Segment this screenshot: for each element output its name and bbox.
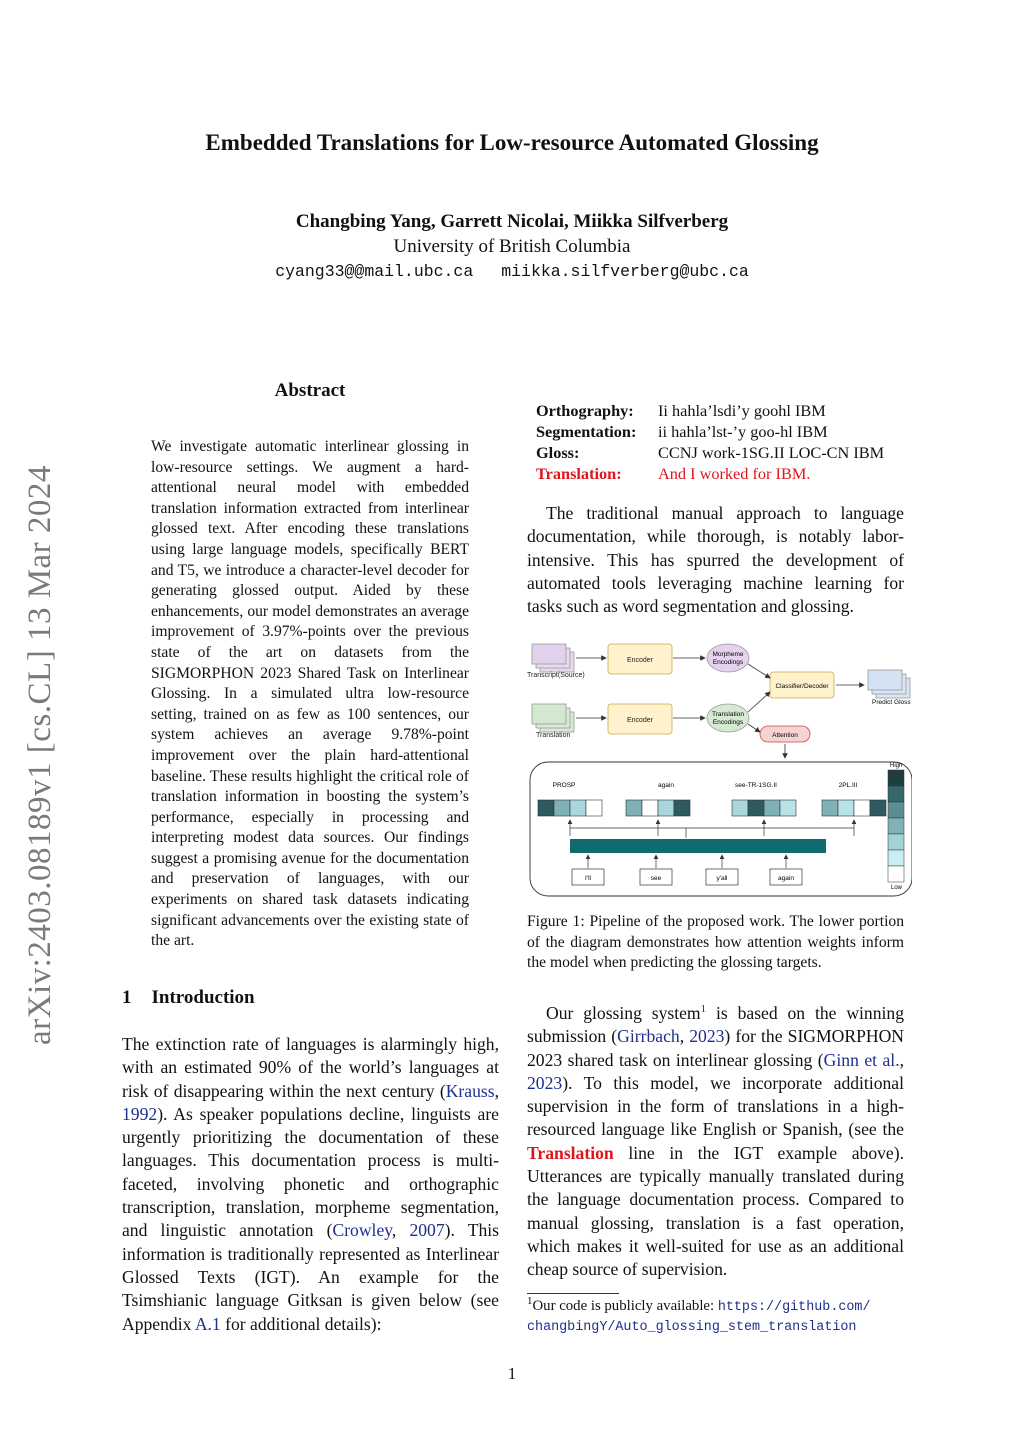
morpheme-encodings-node [707,644,749,672]
igt-label: Orthography: [536,401,634,420]
affiliation: University of British Columbia [393,236,631,257]
right-paragraph-1: The traditional manual approach to language documentation, while thorough, is notably labor-intensive. This has spurred the development of automated tools leveraging machine learning for tasks such as word segmentation and glossing. [527,503,904,617]
footnote-text: Our code is publicly available: [532,1298,718,1314]
code-link[interactable]: changbingY/Auto_glossing_stem_translation [527,1320,857,1335]
igt-row [536,442,884,463]
abstract-text: We investigate automatic interlinear glossing in low-resource settings. We augment a hard-attentional neural model with embedded translation information extracted from interlinear glossed text. After encoding these translations using large language models, specifically BERT and T5, we introduce a character-level decoder for generating glossed output. Aided by these enhancements, our model demonstrates an average improvement of 3.97%-points over the previous state of the art on datasets from the SIGMORPHON 2023 Shared Task on Interlinear Glossing. In a simulated ultra low-resource setting, trained on as few as 100 sentences, our system achieves an average 9.78%-point improvement over the plain hard-attentional baseline. These results highlight the critical role of translation information in boosting the system’s performance, especially in processing and interpreting modest data sources. Our findings suggest a promising avenue for the documentation and preservation of languages, with our experiments on shared task datasets indicating significant advancements over the existing state of the art. [151,438,469,950]
attention-cells-2 [626,800,690,816]
author-list: Changbing Yang, Garrett Nicolai, Miikka Silfverberg [295,211,729,232]
igt-label: Segmentation: [536,422,637,441]
color-scale [888,770,904,882]
classifier-label: Classifier/Decoder [775,683,829,690]
encoder-label: Encoder [626,657,654,664]
section-heading [122,987,255,1009]
code-link[interactable]: https://github.com/ [717,1300,871,1315]
citation-year-link[interactable]: 2023 [527,1072,563,1093]
pipeline-figure [526,640,912,900]
attention-cells-1 [538,800,602,816]
igt-label: Gloss: [536,443,580,462]
paragraph-text: Our glossing system [546,1003,701,1023]
figure-caption: Figure 1: Pipeline of the proposed work. The lower portion of the diagram demonstrates how attention weights inform the model when predicting the glossing targets. [527,913,904,972]
morpheme-label: Encodings [712,659,744,666]
paper-title: Embedded Translations for Low-resource Automated Glossing [205,130,819,155]
footnote [527,1297,912,1337]
igt-row [536,400,884,421]
attention-cells-3 [732,800,796,816]
section-title: Introduction [151,987,255,1008]
target-label: PROSP [552,782,576,789]
footnote-marker[interactable]: 1 [700,1003,707,1016]
target-label: see-TR-1SG.II [735,782,777,789]
citation-year-link[interactable]: 1992 [122,1103,158,1124]
paragraph-text: is based on the winning submission ( [527,1003,904,1047]
intro-paragraph: The extinction rate of languages is alarmingly high, with an estimated 90% of the world’s languages at risk of disappearing within the next century (Krauss, 1992). As speaker populations decline, linguists are urgently prioritizing the documentation of these languages. This documentation process is multi-faceted, involving phonetic and orthographic transcription, translation, morpheme segmentation, and linguistic annotation (Crowley, 2007). This information is traditionally represented as Interlinear Glossed Texts (IGT). An example for the Tsimshianic language Gitksan is given below (see Appendix A.1 for additional details): [122,1034,500,1334]
citation-year-link[interactable]: 2023 [689,1026,725,1047]
translation-label: Translation [536,732,571,739]
footnote-number: 1 [527,1295,533,1308]
igt-row [536,421,884,442]
translation-encodings-label: Encodings [712,719,744,726]
citation-year-link[interactable]: 2007 [409,1220,445,1241]
pipeline-diagram [526,640,912,900]
target-label: again [658,782,674,789]
translation-highlight: Translation [527,1142,614,1163]
igt-value: CCNJ work-1SG.II LOC-CN IBM [658,443,885,462]
citation-link[interactable]: Girrbach [617,1026,680,1047]
translation-stack-icon [532,704,574,732]
attention-label: Attention [772,732,798,739]
section-number: 1 [122,987,132,1008]
igt-example [536,400,884,484]
input-word: see [650,875,662,882]
email-2[interactable]: miikka.silfverberg@ubc.ca [501,262,749,281]
email-list [0,262,1024,281]
paragraph-text: ) for the SIGMORPHON 2023 shared task on interlinear glossing ( [527,1026,904,1070]
morpheme-label: Morpheme [712,651,744,658]
transcript-label: Transcript(Source) [527,672,585,679]
arxiv-id[interactable]: arXiv:2403.08189v1 [cs.CL] 13 Mar 2024 [22,465,58,1045]
citation-link[interactable]: Ginn et al. [823,1049,900,1070]
intro-text: ). This information is traditionally represented as Interlinear Glossed Texts (IGT). An example for the Tsimshianic language Gitksan is given below (see Appendix [122,1220,500,1334]
input-word: I'll [585,875,591,882]
target-label: 2PL.III [838,782,858,789]
input-word: y'all [716,875,728,882]
igt-value: Ii hahla’lsdi’y goohl IBM [658,401,826,420]
paragraph-text: line in the IGT example above). Utterances are typically manually translated during the language documentation process. Compared to manual glossing, translation is a fast operation, which makes it well-suited for use as an additional cheap source of supervision. [527,1142,904,1280]
email-1[interactable]: cyang33@@mail.ubc.ca [275,262,474,281]
citation-link[interactable]: Krauss [445,1080,495,1101]
input-word: again [778,875,794,882]
scale-high-label: High [890,763,903,769]
abstract-heading: Abstract [274,380,346,401]
appendix-link[interactable]: A.1 [194,1313,221,1334]
footnote-rule [527,1293,619,1294]
predict-gloss-label: Predict Gloss [872,699,911,706]
encoder-bar [570,839,826,853]
citation-link[interactable]: Crowley [332,1220,392,1241]
paragraph-text: ). To this model, we incorporate additional supervision in the form of translations in a high-resourced language like English or Spanish, (see the [527,1072,904,1140]
igt-translation-value: And I worked for IBM. [658,464,811,483]
translation-encodings-label: Translation [712,711,744,718]
predict-gloss-stack-icon [868,670,910,698]
igt-value: ii hahla’lst-’y goo-hl IBM [658,422,828,441]
attention-cells-4 [822,800,886,816]
transcript-stack-icon [532,644,574,672]
intro-text: ). As speaker populations decline, linguists are urgently prioritizing the documentation of these languages. This documentation process is multi-faceted, involving phonetic and orthographic transcription, translation, morpheme segmentation, and linguistic annotation ( [122,1103,499,1241]
intro-text: for additional details): [220,1313,382,1334]
translation-encodings-node [707,704,749,732]
encoder-label: Encoder [626,717,654,724]
page-number: 1 [507,1364,517,1383]
intro-text: The extinction rate of languages is alarmingly high, with an estimated 90% of the world’s languages at risk of disappearing within the next century ( [122,1034,499,1101]
scale-low-label: Low [891,885,903,891]
igt-row [536,463,884,484]
right-paragraph-2: Our glossing system$^1$ is based on the winning submission (Girrbach, 2023) for the SIGMORPHON 2023 shared task on interlinear glossing (Ginn et al., 2023). To this model, we incorporate additional supervision in the form of translations in a high-resourced language like English or Spanish, (see the Translation line in the IGT example above). Utterances are typically manually translated during the language documentation process. Compared to manual glossing, translation is a fast operation, which makes it well-suited for use as an additional cheap source of supervision. [527,1003,904,1280]
igt-translation-label: Translation: [536,464,622,483]
